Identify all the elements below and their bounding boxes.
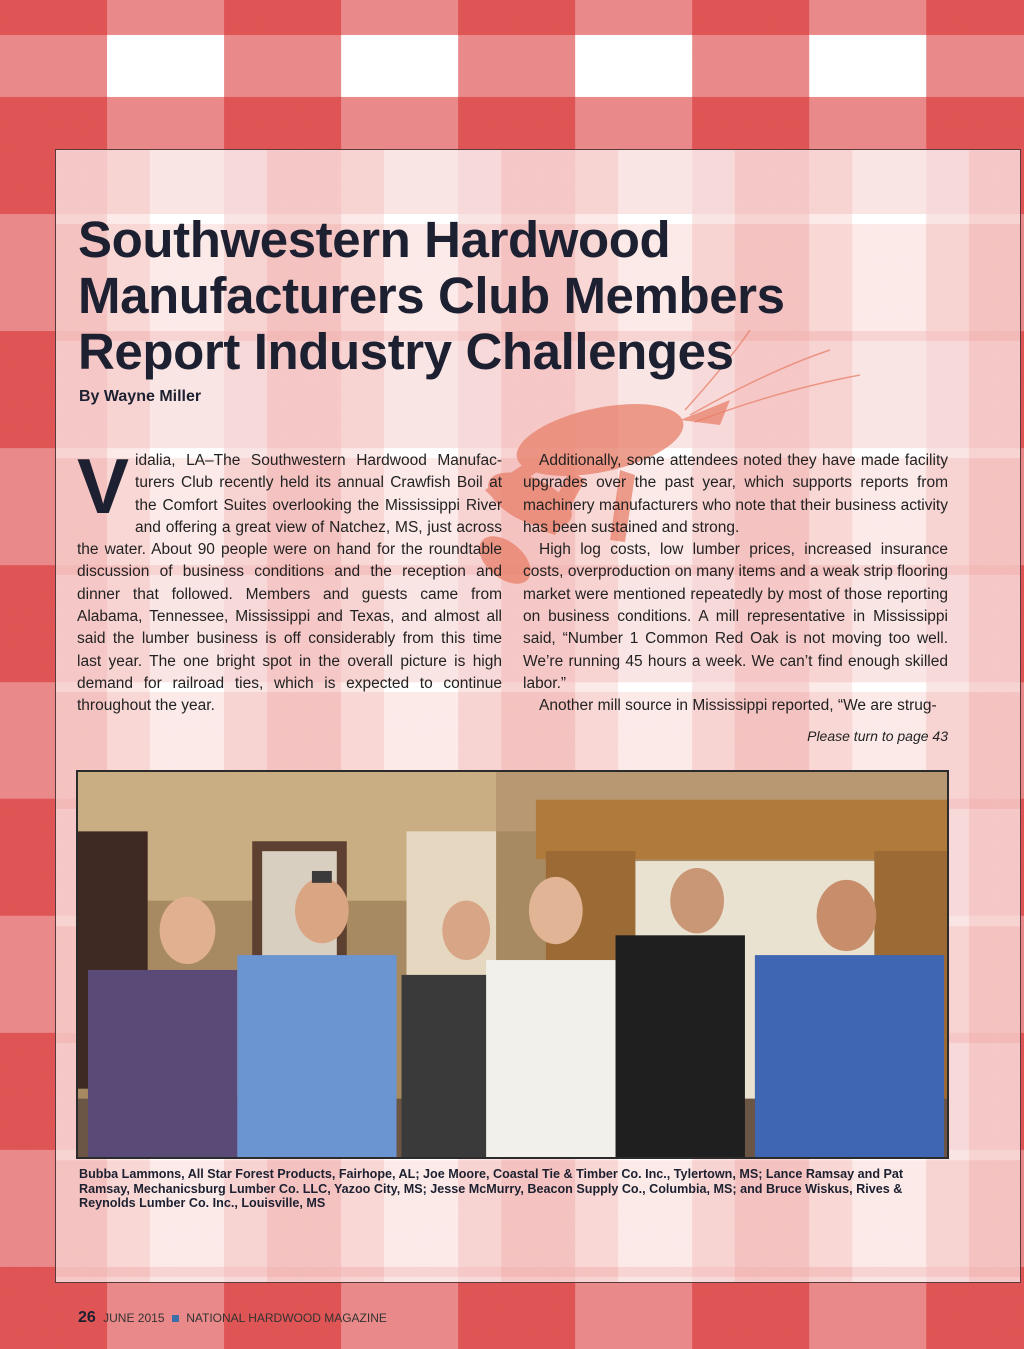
article-column-left [77,442,502,718]
footer-separator [172,1315,179,1322]
continued-note: Please turn to page 43 [807,728,948,744]
magazine-name: NATIONAL HARDWOOD MAGAZINE [186,1311,387,1325]
article-paragraph: Additionally, some attendees noted they have made facility upgrades over the past year, which supports reports from machinery manufacturers who note that their business activity has been sustained and strong. [523,452,948,536]
article-column-right [523,450,948,718]
article-paragraph: Another mill source in Mississippi reported, “We are strug- [539,697,937,715]
page-footer [78,1309,387,1327]
photo-caption: Bubba Lammons, All Star Forest Products, Fairhope, AL; Joe Moore, Coastal Tie & Timber Co. Inc., Tylertown, MS; Lance Ramsay and Pat Ramsay, Mechanicsburg Lumber Co. LLC, Yazoo City, MS; Jesse McMurry, Beacon Supply Co., Columbia, MS; and Bruce Wiskus, Rives & Reynolds Lumber Co. Inc., Louisville, MS [79,1167,904,1210]
byline: By Wayne Miller [79,388,202,405]
page-number: 26 [78,1309,96,1326]
article-paragraph: idalia, LA–The Southwestern Hardwood Manufacturers Club recently held its annual Crawfish Boil at the Comfort Suites overlooking the Mississippi River and offering a great view of Natchez, MS, just across the water. About 90 people were on hand for the roundtable discussion of business conditions and the reception and dinner that followed. Members and guests came from Alabama, Tennessee, Mississippi and Texas, and almost all said the lumber business is off considerably from this time last year. The one bright spot in the overall picture is high demand for railroad ties, which is expected to continue throughout the year. [77,452,502,715]
issue-date: JUNE 2015 [103,1311,165,1325]
drop-cap: V [77,442,130,530]
article-paragraph: High log costs, low lumber prices, increased insurance costs, overproduction on many items and a weak strip flooring market were mentioned repeatedly by most of those reporting on business conditions. A mill representative in Mississippi said, “Number 1 Common Red Oak is not moving too well. We’re running 45 hours a week. We can’t find enough skilled labor.” [523,541,948,692]
article-headline: Southwestern Hardwood Manufacturers Club Members Report Industry Challenges [78,211,785,380]
group-photo [76,770,949,1159]
